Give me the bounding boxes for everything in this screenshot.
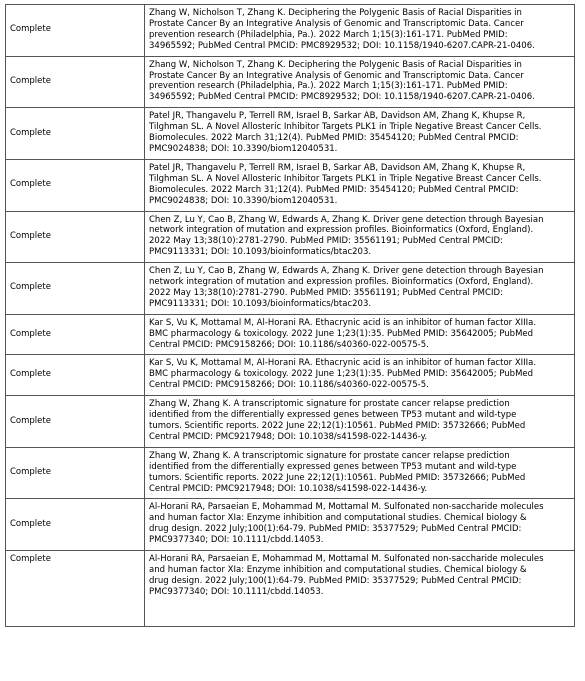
citation-line: Chen Z, Lu Y, Cao B, Zhang W, Edwards A, Zhang K. Driver gene detection through Bayesian: [149, 266, 544, 277]
status-cell: Complete: [6, 108, 145, 160]
citation-line: Biomolecules. 2022 March 31;12(4). PubMed PMID: 35454120; PubMed Central PMCID:: [149, 133, 519, 144]
citation-line: Tilghman SL. A Novel Allosteric Inhibitor Targets PLK1 in Triple Negative Breast Cancer Cells.: [149, 173, 542, 184]
table-row: [6, 551, 575, 627]
citation-line: prevention research (Philadelphia, Pa.). 2022 March 1;15(3):161-171. PubMed PMID:: [149, 29, 508, 40]
status-cell: Complete: [6, 314, 145, 355]
citation-line: and human factor XIa: Enzyme inhibition and computational studies. Chemical biology &: [149, 564, 527, 575]
citation-line: PMC9377340; DOI: 10.1111/cbdd.14053.: [149, 535, 324, 546]
table-row: [6, 355, 575, 396]
citation-line: Prostate Cancer By an Integrative Analysis of Genomic and Transcriptomic Data. Cancer: [149, 18, 524, 29]
table-row: [6, 499, 575, 551]
citation-line: Kar S, Vu K, Mottamal M, Al-Horani RA. Ethacrynic acid is an inhibitor of human factor XIIIa.: [149, 317, 537, 328]
table-row: [6, 5, 575, 57]
citation-cell: [145, 56, 575, 108]
citation-cell: [145, 447, 575, 499]
table-row: [6, 108, 575, 160]
citation-line: Central PMCID: PMC9217948; DOI: 10.1038/s41598-022-14436-y.: [149, 431, 428, 442]
citation-line: drug design. 2022 July;100(1):64-79. PubMed PMID: 35377529; PubMed Central PMCID:: [149, 524, 522, 535]
citation-line: Kar S, Vu K, Mottamal M, Al-Horani RA. Ethacrynic acid is an inhibitor of human factor XIIIa.: [149, 358, 537, 369]
citation-cell: [145, 108, 575, 160]
citation-line: PMC9024838; DOI: 10.3390/biom12040531.: [149, 143, 338, 154]
citation-line: Al-Horani RA, Parsaeian E, Mohammad M, Mottamal M. Sulfonated non-saccharide molecules: [149, 502, 544, 513]
citation-line: tumors. Scientific reports. 2022 June 22;12(1):10561. PubMed PMID: 35732666; PubMed: [149, 472, 526, 483]
citation-line: and human factor XIa: Enzyme inhibition and computational studies. Chemical biology &: [149, 513, 527, 524]
citation-line: network integration of mutation and expression profiles. Bioinformatics (Oxford, England).: [149, 225, 534, 236]
citation-line: Patel JR, Thangavelu P, Terrell RM, Israel B, Sarkar AB, Davidson AM, Zhang K, Khupse R,: [149, 111, 526, 122]
status-cell: Complete: [6, 551, 145, 627]
status-cell: Complete: [6, 447, 145, 499]
citation-line: drug design. 2022 July;100(1):64-79. PubMed PMID: 35377529; PubMed Central PMCID:: [149, 575, 522, 586]
citation-cell: [145, 5, 575, 57]
citation-line: tumors. Scientific reports. 2022 June 22;12(1):10561. PubMed PMID: 35732666; PubMed: [149, 421, 526, 431]
citation-cell: [145, 396, 575, 448]
citation-line: PMC9113331; DOI: 10.1093/bioinformatics/btac203.: [149, 247, 372, 258]
citation-line: Patel JR, Thangavelu P, Terrell RM, Israel B, Sarkar AB, Davidson AM, Zhang K, Khupse R,: [149, 162, 526, 173]
citation-cell: [145, 159, 575, 211]
citation-line: PMC9113331; DOI: 10.1093/bioinformatics/btac203.: [149, 298, 372, 309]
citation-line: PMC9024838; DOI: 10.3390/biom12040531.: [149, 195, 338, 206]
citation-line: identified from the differentially expressed genes between TP53 mutant and wild-type: [149, 410, 517, 421]
citation-cell: [145, 314, 575, 355]
citation-line: 34965592; PubMed Central PMCID: PMC8929532; DOI: 10.1158/1940-6207.CAPR-21-0406.: [149, 92, 535, 103]
table-row: [6, 263, 575, 315]
citation-line: prevention research (Philadelphia, Pa.). 2022 March 1;15(3):161-171. PubMed PMID:: [149, 81, 508, 92]
status-cell: Complete: [6, 499, 145, 551]
citation-cell: [145, 263, 575, 315]
table-row: [6, 314, 575, 355]
status-cell: Complete: [6, 211, 145, 263]
citation-line: Biomolecules. 2022 March 31;12(4). PubMed PMID: 35454120; PubMed Central PMCID:: [149, 184, 519, 195]
citation-line: Chen Z, Lu Y, Cao B, Zhang W, Edwards A, Zhang K. Driver gene detection through Bayesian: [149, 214, 544, 225]
status-cell: Complete: [6, 396, 145, 448]
citation-line: Central PMCID: PMC9158266; DOI: 10.1186/s40360-022-00575-5.: [149, 380, 429, 391]
citation-line: Zhang W, Zhang K. A transcriptomic signature for prostate cancer relapse prediction: [149, 450, 510, 461]
table-row: [6, 396, 575, 448]
citation-line: Tilghman SL. A Novel Allosteric Inhibitor Targets PLK1 in Triple Negative Breast Cancer Cells.: [149, 122, 542, 133]
citation-cell: [145, 499, 575, 551]
citation-line: BMC pharmacology & toxicology. 2022 June 1;23(1):35. PubMed PMID: 35642005; PubMed: [149, 369, 534, 380]
citation-line: identified from the differentially expressed genes between TP53 mutant and wild-type: [149, 461, 517, 472]
table-row: [6, 447, 575, 499]
status-cell: Complete: [6, 263, 145, 315]
citation-cell: [145, 355, 575, 396]
citation-line: 34965592; PubMed Central PMCID: PMC8929532; DOI: 10.1158/1940-6207.CAPR-21-0406.: [149, 40, 535, 51]
citation-line: BMC pharmacology & toxicology. 2022 June 1;23(1):35. PubMed PMID: 35642005; PubMed: [149, 328, 534, 339]
citation-cell: [145, 211, 575, 263]
table-row: [6, 159, 575, 211]
status-cell: Complete: [6, 5, 145, 57]
citation-line: Zhang W, Nicholson T, Zhang K. Deciphering the Polygenic Basis of Racial Disparities in: [149, 59, 522, 70]
citation-line: network integration of mutation and expression profiles. Bioinformatics (Oxford, England).: [149, 277, 534, 288]
table-row: [6, 211, 575, 263]
citation-line: 2022 May 13;38(10):2781-2790. PubMed PMID: 35561191; PubMed Central PMCID:: [149, 287, 503, 298]
publications-table: [5, 4, 575, 627]
status-cell: Complete: [6, 355, 145, 396]
citation-line: Zhang W, Nicholson T, Zhang K. Deciphering the Polygenic Basis of Racial Disparities in: [149, 8, 522, 18]
status-cell: Complete: [6, 159, 145, 211]
citation-line: Prostate Cancer By an Integrative Analysis of Genomic and Transcriptomic Data. Cancer: [149, 70, 524, 81]
citation-line: Central PMCID: PMC9158266; DOI: 10.1186/s40360-022-00575-5.: [149, 339, 429, 350]
citation-line: Central PMCID: PMC9217948; DOI: 10.1038/s41598-022-14436-y.: [149, 483, 428, 494]
citation-line: Zhang W, Zhang K. A transcriptomic signature for prostate cancer relapse prediction: [149, 399, 510, 410]
citation-line: Al-Horani RA, Parsaeian E, Mohammad M, Mottamal M. Sulfonated non-saccharide molecules: [149, 554, 544, 565]
citation-line: PMC9377340; DOI: 10.1111/cbdd.14053.: [149, 586, 324, 597]
citation-cell: [145, 551, 575, 627]
publications-table-body: [6, 5, 575, 627]
status-cell: Complete: [6, 56, 145, 108]
table-row: [6, 56, 575, 108]
citation-line: 2022 May 13;38(10):2781-2790. PubMed PMID: 35561191; PubMed Central PMCID:: [149, 236, 503, 247]
